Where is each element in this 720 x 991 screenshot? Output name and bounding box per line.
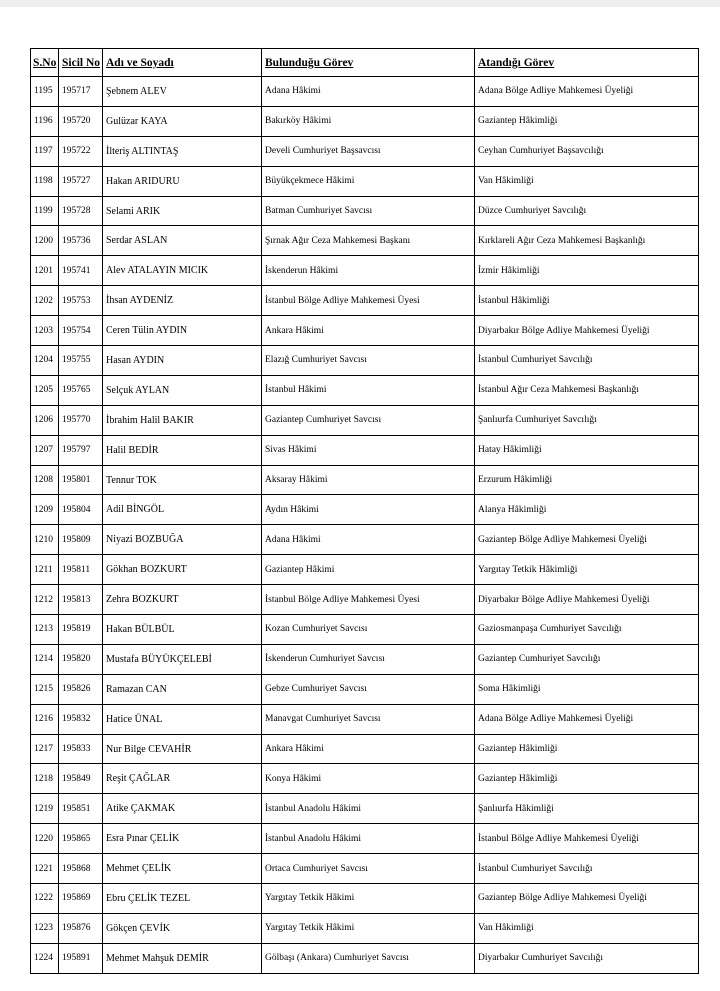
cell-name: Ramazan CAN	[103, 674, 262, 704]
cell-current-post: Kozan Cumhuriyet Savcısı	[262, 615, 475, 645]
cell-sicil-no: 195736	[59, 226, 103, 256]
cell-name: Mehmet ÇELİK	[103, 854, 262, 884]
cell-sicil-no: 195876	[59, 913, 103, 943]
cell-sicil-no: 195722	[59, 136, 103, 166]
cell-name: Reşit ÇAĞLAR	[103, 764, 262, 794]
cell-sno: 1211	[31, 555, 59, 585]
cell-assigned-post: Van Hâkimliği	[475, 166, 699, 196]
cell-name: İhsan AYDENİZ	[103, 286, 262, 316]
table-row	[31, 465, 699, 495]
header-assigned-post: Atandığı Görev	[475, 49, 699, 77]
cell-assigned-post: Alanya Hâkimliği	[475, 495, 699, 525]
cell-current-post: Develi Cumhuriyet Başsavcısı	[262, 136, 475, 166]
header-name: Adı ve Soyadı	[103, 49, 262, 77]
cell-assigned-post: Erzurum Hâkimliği	[475, 465, 699, 495]
cell-name: Tennur TOK	[103, 465, 262, 495]
cell-name: Niyazi BOZBUĞA	[103, 525, 262, 555]
cell-sicil-no: 195797	[59, 435, 103, 465]
cell-sno: 1224	[31, 943, 59, 973]
table-row	[31, 854, 699, 884]
table-row	[31, 346, 699, 376]
cell-name: Serdar ASLAN	[103, 226, 262, 256]
cell-current-post: Sivas Hâkimi	[262, 435, 475, 465]
cell-assigned-post: Adana Bölge Adliye Mahkemesi Üyeliği	[475, 704, 699, 734]
cell-current-post: Adana Hâkimi	[262, 77, 475, 107]
top-strip	[0, 0, 720, 7]
table-row	[31, 375, 699, 405]
table-row	[31, 644, 699, 674]
cell-sno: 1217	[31, 734, 59, 764]
cell-sno: 1210	[31, 525, 59, 555]
table-row	[31, 674, 699, 704]
table-row	[31, 196, 699, 226]
table-row	[31, 585, 699, 615]
cell-sno: 1195	[31, 77, 59, 107]
cell-name: Halil BEDİR	[103, 435, 262, 465]
cell-current-post: Aksaray Hâkimi	[262, 465, 475, 495]
table-row	[31, 615, 699, 645]
table-row	[31, 794, 699, 824]
cell-sno: 1202	[31, 286, 59, 316]
table-row	[31, 495, 699, 525]
cell-sicil-no: 195741	[59, 256, 103, 286]
table-row	[31, 166, 699, 196]
cell-assigned-post: Gaziantep Bölge Adliye Mahkemesi Üyeliği	[475, 525, 699, 555]
cell-current-post: İstanbul Anadolu Hâkimi	[262, 794, 475, 824]
cell-sno: 1203	[31, 316, 59, 346]
cell-name: İbrahim Halil BAKIR	[103, 405, 262, 435]
cell-sno: 1222	[31, 884, 59, 914]
cell-sicil-no: 195832	[59, 704, 103, 734]
cell-assigned-post: Soma Hâkimliği	[475, 674, 699, 704]
cell-sno: 1219	[31, 794, 59, 824]
cell-current-post: Ortaca Cumhuriyet Savcısı	[262, 854, 475, 884]
cell-assigned-post: Diyarbakır Cumhuriyet Savcılığı	[475, 943, 699, 973]
table-row	[31, 734, 699, 764]
cell-sicil-no: 195770	[59, 405, 103, 435]
cell-current-post: İstanbul Anadolu Hâkimi	[262, 824, 475, 854]
cell-name: Hasan AYDIN	[103, 346, 262, 376]
cell-assigned-post: Yargıtay Tetkik Hâkimliği	[475, 555, 699, 585]
cell-sno: 1215	[31, 674, 59, 704]
cell-current-post: Elazığ Cumhuriyet Savcısı	[262, 346, 475, 376]
cell-sno: 1209	[31, 495, 59, 525]
cell-assigned-post: Diyarbakır Bölge Adliye Mahkemesi Üyeliği	[475, 316, 699, 346]
cell-name: Gökçen ÇEVİK	[103, 913, 262, 943]
cell-sno: 1216	[31, 704, 59, 734]
cell-name: Atike ÇAKMAK	[103, 794, 262, 824]
cell-sno: 1208	[31, 465, 59, 495]
table-row	[31, 286, 699, 316]
cell-current-post: Gaziantep Cumhuriyet Savcısı	[262, 405, 475, 435]
cell-name: Mustafa BÜYÜKÇELEBİ	[103, 644, 262, 674]
cell-sicil-no: 195804	[59, 495, 103, 525]
cell-current-post: Manavgat Cumhuriyet Savcısı	[262, 704, 475, 734]
cell-sicil-no: 195728	[59, 196, 103, 226]
cell-assigned-post: İzmir Hâkimliği	[475, 256, 699, 286]
cell-sno: 1197	[31, 136, 59, 166]
cell-sicil-no: 195820	[59, 644, 103, 674]
cell-sicil-no: 195809	[59, 525, 103, 555]
cell-sno: 1196	[31, 106, 59, 136]
cell-sno: 1220	[31, 824, 59, 854]
table-header-row	[31, 49, 699, 77]
header-sicil-no: Sicil No	[59, 49, 103, 77]
cell-sicil-no: 195765	[59, 375, 103, 405]
cell-name: Gulüzar KAYA	[103, 106, 262, 136]
cell-sicil-no: 195826	[59, 674, 103, 704]
cell-sicil-no: 195754	[59, 316, 103, 346]
table-row	[31, 435, 699, 465]
cell-sicil-no: 195868	[59, 854, 103, 884]
cell-assigned-post: Ceyhan Cumhuriyet Başsavcılığı	[475, 136, 699, 166]
cell-assigned-post: Van Hâkimliği	[475, 913, 699, 943]
cell-current-post: Şırnak Ağır Ceza Mahkemesi Başkanı	[262, 226, 475, 256]
cell-name: İlteriş ALTINTAŞ	[103, 136, 262, 166]
table-row	[31, 555, 699, 585]
cell-assigned-post: İstanbul Cumhuriyet Savcılığı	[475, 854, 699, 884]
table-row	[31, 136, 699, 166]
cell-name: Alev ATALAYIN MICIK	[103, 256, 262, 286]
cell-sicil-no: 195869	[59, 884, 103, 914]
cell-assigned-post: Şanlıurfa Cumhuriyet Savcılığı	[475, 405, 699, 435]
cell-name: Zehra BOZKURT	[103, 585, 262, 615]
table-row	[31, 913, 699, 943]
table-row	[31, 405, 699, 435]
table-row	[31, 704, 699, 734]
cell-sno: 1199	[31, 196, 59, 226]
cell-sicil-no: 195813	[59, 585, 103, 615]
cell-sicil-no: 195819	[59, 615, 103, 645]
table-row	[31, 764, 699, 794]
cell-current-post: İstanbul Hâkimi	[262, 375, 475, 405]
cell-current-post: Yargıtay Tetkik Hâkimi	[262, 913, 475, 943]
table-row	[31, 106, 699, 136]
cell-current-post: Konya Hâkimi	[262, 764, 475, 794]
table-row	[31, 256, 699, 286]
cell-sno: 1207	[31, 435, 59, 465]
cell-assigned-post: Gaziantep Hâkimliği	[475, 106, 699, 136]
cell-assigned-post: Diyarbakır Bölge Adliye Mahkemesi Üyeliği	[475, 585, 699, 615]
cell-assigned-post: Düzce Cumhuriyet Savcılığı	[475, 196, 699, 226]
cell-assigned-post: İstanbul Ağır Ceza Mahkemesi Başkanlığı	[475, 375, 699, 405]
cell-current-post: Yargıtay Tetkik Hâkimi	[262, 884, 475, 914]
cell-name: Gökhan BOZKURT	[103, 555, 262, 585]
table-row	[31, 316, 699, 346]
cell-current-post: Gölbaşı (Ankara) Cumhuriyet Savcısı	[262, 943, 475, 973]
cell-sno: 1223	[31, 913, 59, 943]
table-row	[31, 824, 699, 854]
table-body	[31, 77, 699, 974]
cell-sno: 1200	[31, 226, 59, 256]
table-row	[31, 884, 699, 914]
cell-sno: 1218	[31, 764, 59, 794]
cell-current-post: Gaziantep Hâkimi	[262, 555, 475, 585]
cell-name: Şebnem ALEV	[103, 77, 262, 107]
cell-assigned-post: Kırklareli Ağır Ceza Mahkemesi Başkanlığı	[475, 226, 699, 256]
cell-sno: 1205	[31, 375, 59, 405]
cell-sicil-no: 195851	[59, 794, 103, 824]
table-row	[31, 525, 699, 555]
cell-assigned-post: İstanbul Bölge Adliye Mahkemesi Üyeliği	[475, 824, 699, 854]
cell-sicil-no: 195891	[59, 943, 103, 973]
cell-sicil-no: 195727	[59, 166, 103, 196]
cell-current-post: İstanbul Bölge Adliye Mahkemesi Üyesi	[262, 286, 475, 316]
cell-assigned-post: Gaziantep Cumhuriyet Savcılığı	[475, 644, 699, 674]
cell-assigned-post: Şanlıurfa Hâkimliği	[475, 794, 699, 824]
header-current-post: Bulunduğu Görev	[262, 49, 475, 77]
cell-name: Hakan ARIDURU	[103, 166, 262, 196]
cell-current-post: İskenderun Cumhuriyet Savcısı	[262, 644, 475, 674]
cell-current-post: Bakırköy Hâkimi	[262, 106, 475, 136]
cell-name: Selçuk AYLAN	[103, 375, 262, 405]
cell-sno: 1214	[31, 644, 59, 674]
cell-sno: 1212	[31, 585, 59, 615]
cell-name: Hakan BÜLBÜL	[103, 615, 262, 645]
cell-assigned-post: Hatay Hâkimliği	[475, 435, 699, 465]
cell-current-post: Aydın Hâkimi	[262, 495, 475, 525]
cell-assigned-post: Gaziantep Bölge Adliye Mahkemesi Üyeliği	[475, 884, 699, 914]
table-row	[31, 226, 699, 256]
cell-sno: 1206	[31, 405, 59, 435]
cell-assigned-post: Adana Bölge Adliye Mahkemesi Üyeliği	[475, 77, 699, 107]
cell-name: Mehmet Mahşuk DEMİR	[103, 943, 262, 973]
cell-sno: 1201	[31, 256, 59, 286]
cell-assigned-post: Gaziantep Hâkimliği	[475, 734, 699, 764]
cell-sicil-no: 195849	[59, 764, 103, 794]
cell-sno: 1213	[31, 615, 59, 645]
cell-assigned-post: Gaziantep Hâkimliği	[475, 764, 699, 794]
cell-current-post: Ankara Hâkimi	[262, 316, 475, 346]
cell-name: Ceren Tülin AYDIN	[103, 316, 262, 346]
cell-current-post: Batman Cumhuriyet Savcısı	[262, 196, 475, 226]
cell-sicil-no: 195833	[59, 734, 103, 764]
cell-name: Esra Pınar ÇELİK	[103, 824, 262, 854]
cell-current-post: Gebze Cumhuriyet Savcısı	[262, 674, 475, 704]
cell-sno: 1198	[31, 166, 59, 196]
assignment-table	[30, 48, 699, 974]
cell-name: Nur Bilge CEVAHİR	[103, 734, 262, 764]
cell-assigned-post: İstanbul Hâkimliği	[475, 286, 699, 316]
cell-sicil-no: 195801	[59, 465, 103, 495]
cell-current-post: İstanbul Bölge Adliye Mahkemesi Üyesi	[262, 585, 475, 615]
cell-current-post: Ankara Hâkimi	[262, 734, 475, 764]
cell-sicil-no: 195753	[59, 286, 103, 316]
cell-name: Ebru ÇELİK TEZEL	[103, 884, 262, 914]
cell-current-post: Adana Hâkimi	[262, 525, 475, 555]
cell-current-post: Büyükçekmece Hâkimi	[262, 166, 475, 196]
cell-sicil-no: 195720	[59, 106, 103, 136]
cell-sicil-no: 195717	[59, 77, 103, 107]
cell-sno: 1221	[31, 854, 59, 884]
cell-assigned-post: Gaziosmanpaşa Cumhuriyet Savcılığı	[475, 615, 699, 645]
cell-sicil-no: 195865	[59, 824, 103, 854]
cell-assigned-post: İstanbul Cumhuriyet Savcılığı	[475, 346, 699, 376]
header-sno: S.No	[31, 49, 59, 77]
table-row	[31, 943, 699, 973]
cell-sicil-no: 195755	[59, 346, 103, 376]
cell-sicil-no: 195811	[59, 555, 103, 585]
table-row	[31, 77, 699, 107]
cell-name: Selami ARIK	[103, 196, 262, 226]
cell-name: Adil BİNGÖL	[103, 495, 262, 525]
cell-sno: 1204	[31, 346, 59, 376]
cell-name: Hatice ÜNAL	[103, 704, 262, 734]
cell-current-post: İskenderun Hâkimi	[262, 256, 475, 286]
